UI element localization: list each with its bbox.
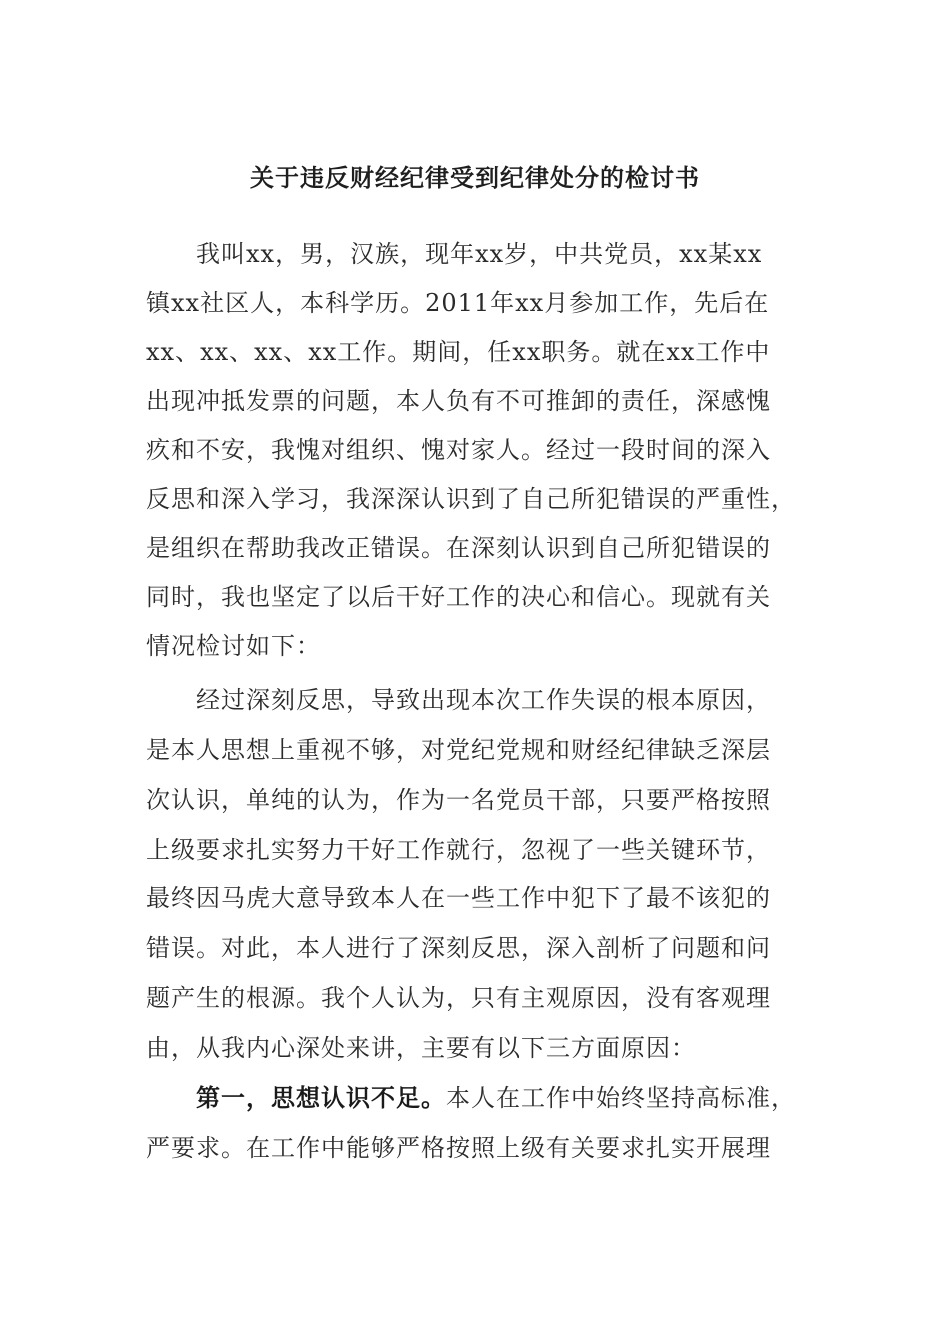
paragraph-2-line: 次认识，单纯的认为，作为一名党员干部，只要严格按照 <box>146 786 771 814</box>
paragraph-2-line: 最终因马虎大意导致本人在一些工作中犯下了最不该犯的 <box>146 884 771 912</box>
paragraph-2-line: 由，从我内心深处来讲，主要有以下三方面原因： <box>146 1034 696 1062</box>
paragraph-1-line: 是组织在帮助我改正错误。在深刻认识到自己所犯错误的 <box>146 534 771 562</box>
paragraph-1-line: 情况检讨如下： <box>146 632 321 660</box>
paragraph-2-line: 题产生的根源。我个人认为，只有主观原因，没有客观理 <box>146 984 771 1012</box>
paragraph-2-line: 上级要求扎实努力干好工作就行，忽视了一些关键环节， <box>146 836 771 864</box>
paragraph-1-line: 同时，我也坚定了以后干好工作的决心和信心。现就有关 <box>146 583 771 611</box>
paragraph-2-line: 经过深刻反思，导致出现本次工作失误的根本原因， <box>196 686 771 714</box>
paragraph-1-line: 镇xx社区人，本科学历。2011年xx月参加工作，先后在 <box>146 289 770 317</box>
paragraph-2-line: 是本人思想上重视不够，对党纪党规和财经纪律缺乏深层 <box>146 736 771 764</box>
paragraph-3-heading: 第一，思想认识不足。 <box>196 1083 446 1112</box>
paragraph-3-first-line-text: 本人在工作中始终坚持高标准， <box>446 1084 796 1112</box>
paragraph-1-line: 反思和深入学习，我深深认识到了自己所犯错误的严重性， <box>146 485 796 513</box>
paragraph-3-line: 严要求。在工作中能够严格按照上级有关要求扎实开展理 <box>146 1134 771 1162</box>
paragraph-1-line: xx、xx、xx、xx工作。期间，任xx职务。就在xx工作中 <box>146 338 771 366</box>
paragraph-1-line: 出现冲抵发票的问题，本人负有不可推卸的责任，深感愧 <box>146 387 771 415</box>
paragraph-2-line: 错误。对此，本人进行了深刻反思，深入剖析了问题和问 <box>146 934 771 962</box>
paragraph-3-first-line <box>196 1080 796 1116</box>
paragraph-1-line: 疚和不安，我愧对组织、愧对家人。经过一段时间的深入 <box>146 436 771 464</box>
paragraph-1-line: 我叫xx，男，汉族，现年xx岁，中共党员，xx某xx <box>196 240 763 268</box>
document-title: 关于违反财经纪律受到纪律处分的检讨书 <box>250 163 700 192</box>
